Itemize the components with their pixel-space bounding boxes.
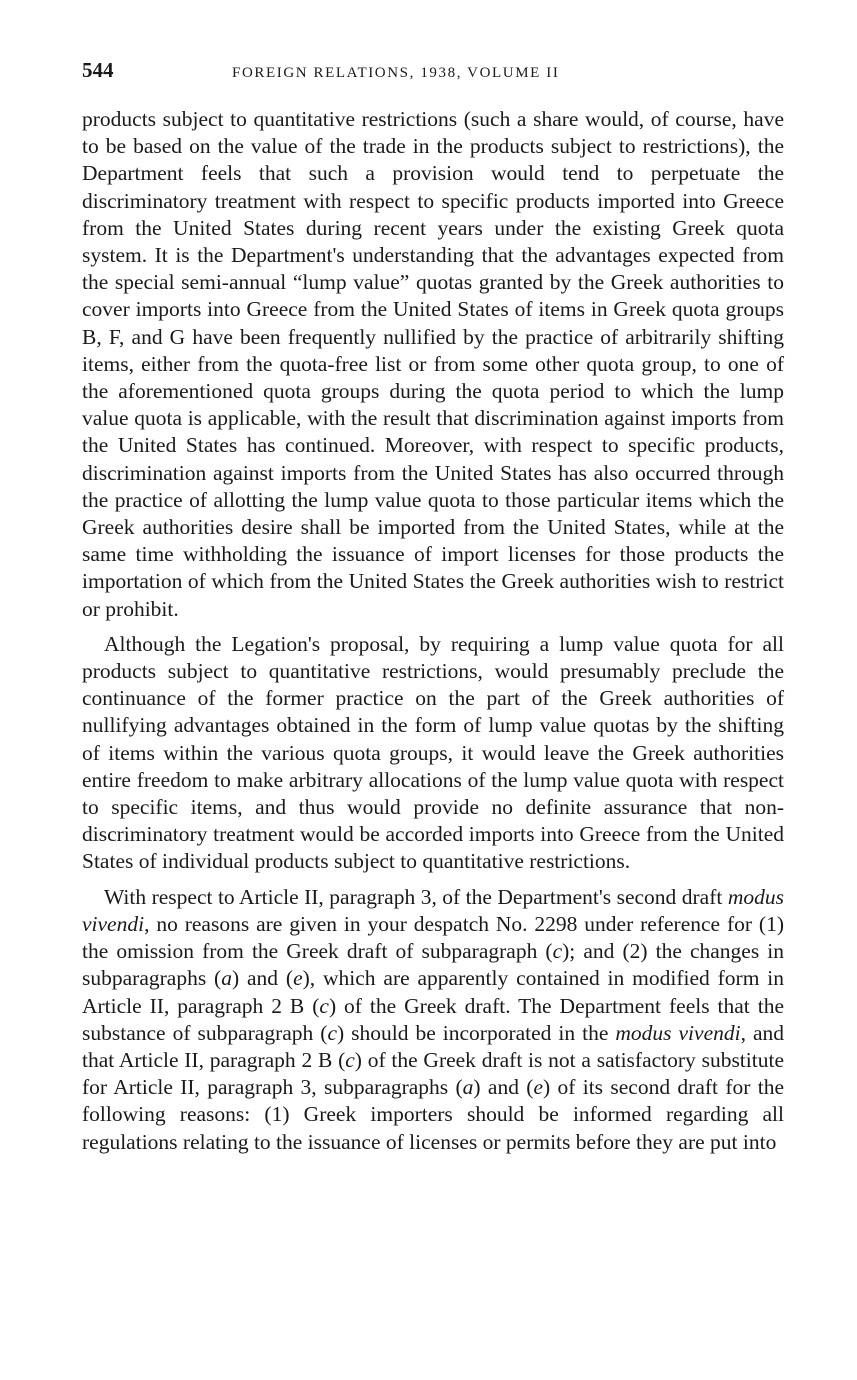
p3-segment: ) and ( [231, 966, 294, 991]
paragraph-2: Although the Legation's proposal, by requiring a lump value quota for all products subject to quantitative restrictions, would presumably preclude the continuance of the former practice on the part of the Greek authorities of nullifying advantages obtained in the form of lump value quotas by the shifting of items within the various quota groups, it would leave the Greek authorities entire freedom to make arbitrary allocations of the lump value quota with respect to specific items, and thus would provide no definite assurance that non-discriminatory treatment would be accorded imports into Greece from the United States of individual products subject to quantitative restrictions. [82, 631, 784, 874]
p3-italic-letter: c [327, 1020, 337, 1045]
p3-italic-term: modus vivendi [82, 884, 784, 936]
paragraph-1: products subject to quantitative restrictions (such a share would, of course, have to be based on the value of the trade in the products subject to restrictions), the Department feels that such a provision would tend to perpetuate the discriminatory treatment with respect to specific products imported into Greece from the United States during recent years under the existing Greek quota system. It is the Department's understanding that the advantages expected from the special semi-annual “lump value” quotas granted by the Greek authorities to cover imports into Greece from the United States of items in Greek quota groups B, F, and G have been frequently nullified by the practice of arbitrarily shifting items, either from the quota-free list or from some other quota group, to one of the aforementioned quota groups during the quota period to which the lump value quota is applicable, with the result that discrimination against imports from the United States has continued. Moreover, with respect to specific products, discrimination against imports from the United States has also occurred through the practice of allotting the lump value quota to those particular items which the Greek authorities desire shall be imported from the United States, while at the same time withholding the issuance of import licenses for those products the importation of which from the United States the Greek authorities wish to restrict or prohibit. [82, 107, 784, 621]
p3-italic-letter: c [319, 993, 329, 1018]
p3-italic-letter: e [293, 966, 303, 991]
running-head: FOREIGN RELATIONS, 1938, VOLUME II [232, 65, 560, 81]
p3-segment: ), which are apparently contained in modified form in Article II, paragraph 2 B ( [82, 966, 785, 1018]
p3-segment: With respect to Article II, paragraph 3, of the Department's second draft [104, 884, 728, 909]
p3-segment: , and that Article II, paragraph 2 B ( [82, 1020, 785, 1072]
page-number: 544 [82, 58, 114, 82]
body-text [82, 106, 784, 1156]
paragraph-3 [82, 884, 784, 1156]
p3-segment: ) of the Greek draft is not a satisfactory substitute for Article II, paragraph 3, subparagraphs ( [82, 1047, 784, 1100]
p3-segment: ) should be incorporated in the [337, 1020, 616, 1045]
p3-segment: , no reasons are given in your despatch No. 2298 under reference for (1) the omission from the Greek draft of subparagraph ( [82, 911, 784, 964]
p3-italic-letter: a [221, 966, 232, 991]
p3-segment: ) of the Greek draft. The Department feels that the substance of subparagraph ( [82, 993, 784, 1045]
p3-italic-letter: e [533, 1075, 543, 1100]
p3-italic-letter: c [345, 1047, 355, 1072]
p3-segment: ) of its second draft for the following reasons: (1) Greek importers should be informed regarding all regulations relating to the issuance of licenses or permits before they are put into [82, 1075, 784, 1154]
p3-italic-letter: c [552, 939, 563, 964]
page-header [82, 58, 784, 92]
p3-segment: ); and (2) the changes in subparagraphs ( [82, 939, 784, 991]
p3-segment: ) and ( [473, 1075, 534, 1100]
document-page [82, 58, 784, 1156]
p3-italic-term: modus vivendi [615, 1020, 741, 1045]
p3-italic-letter: a [462, 1075, 474, 1100]
